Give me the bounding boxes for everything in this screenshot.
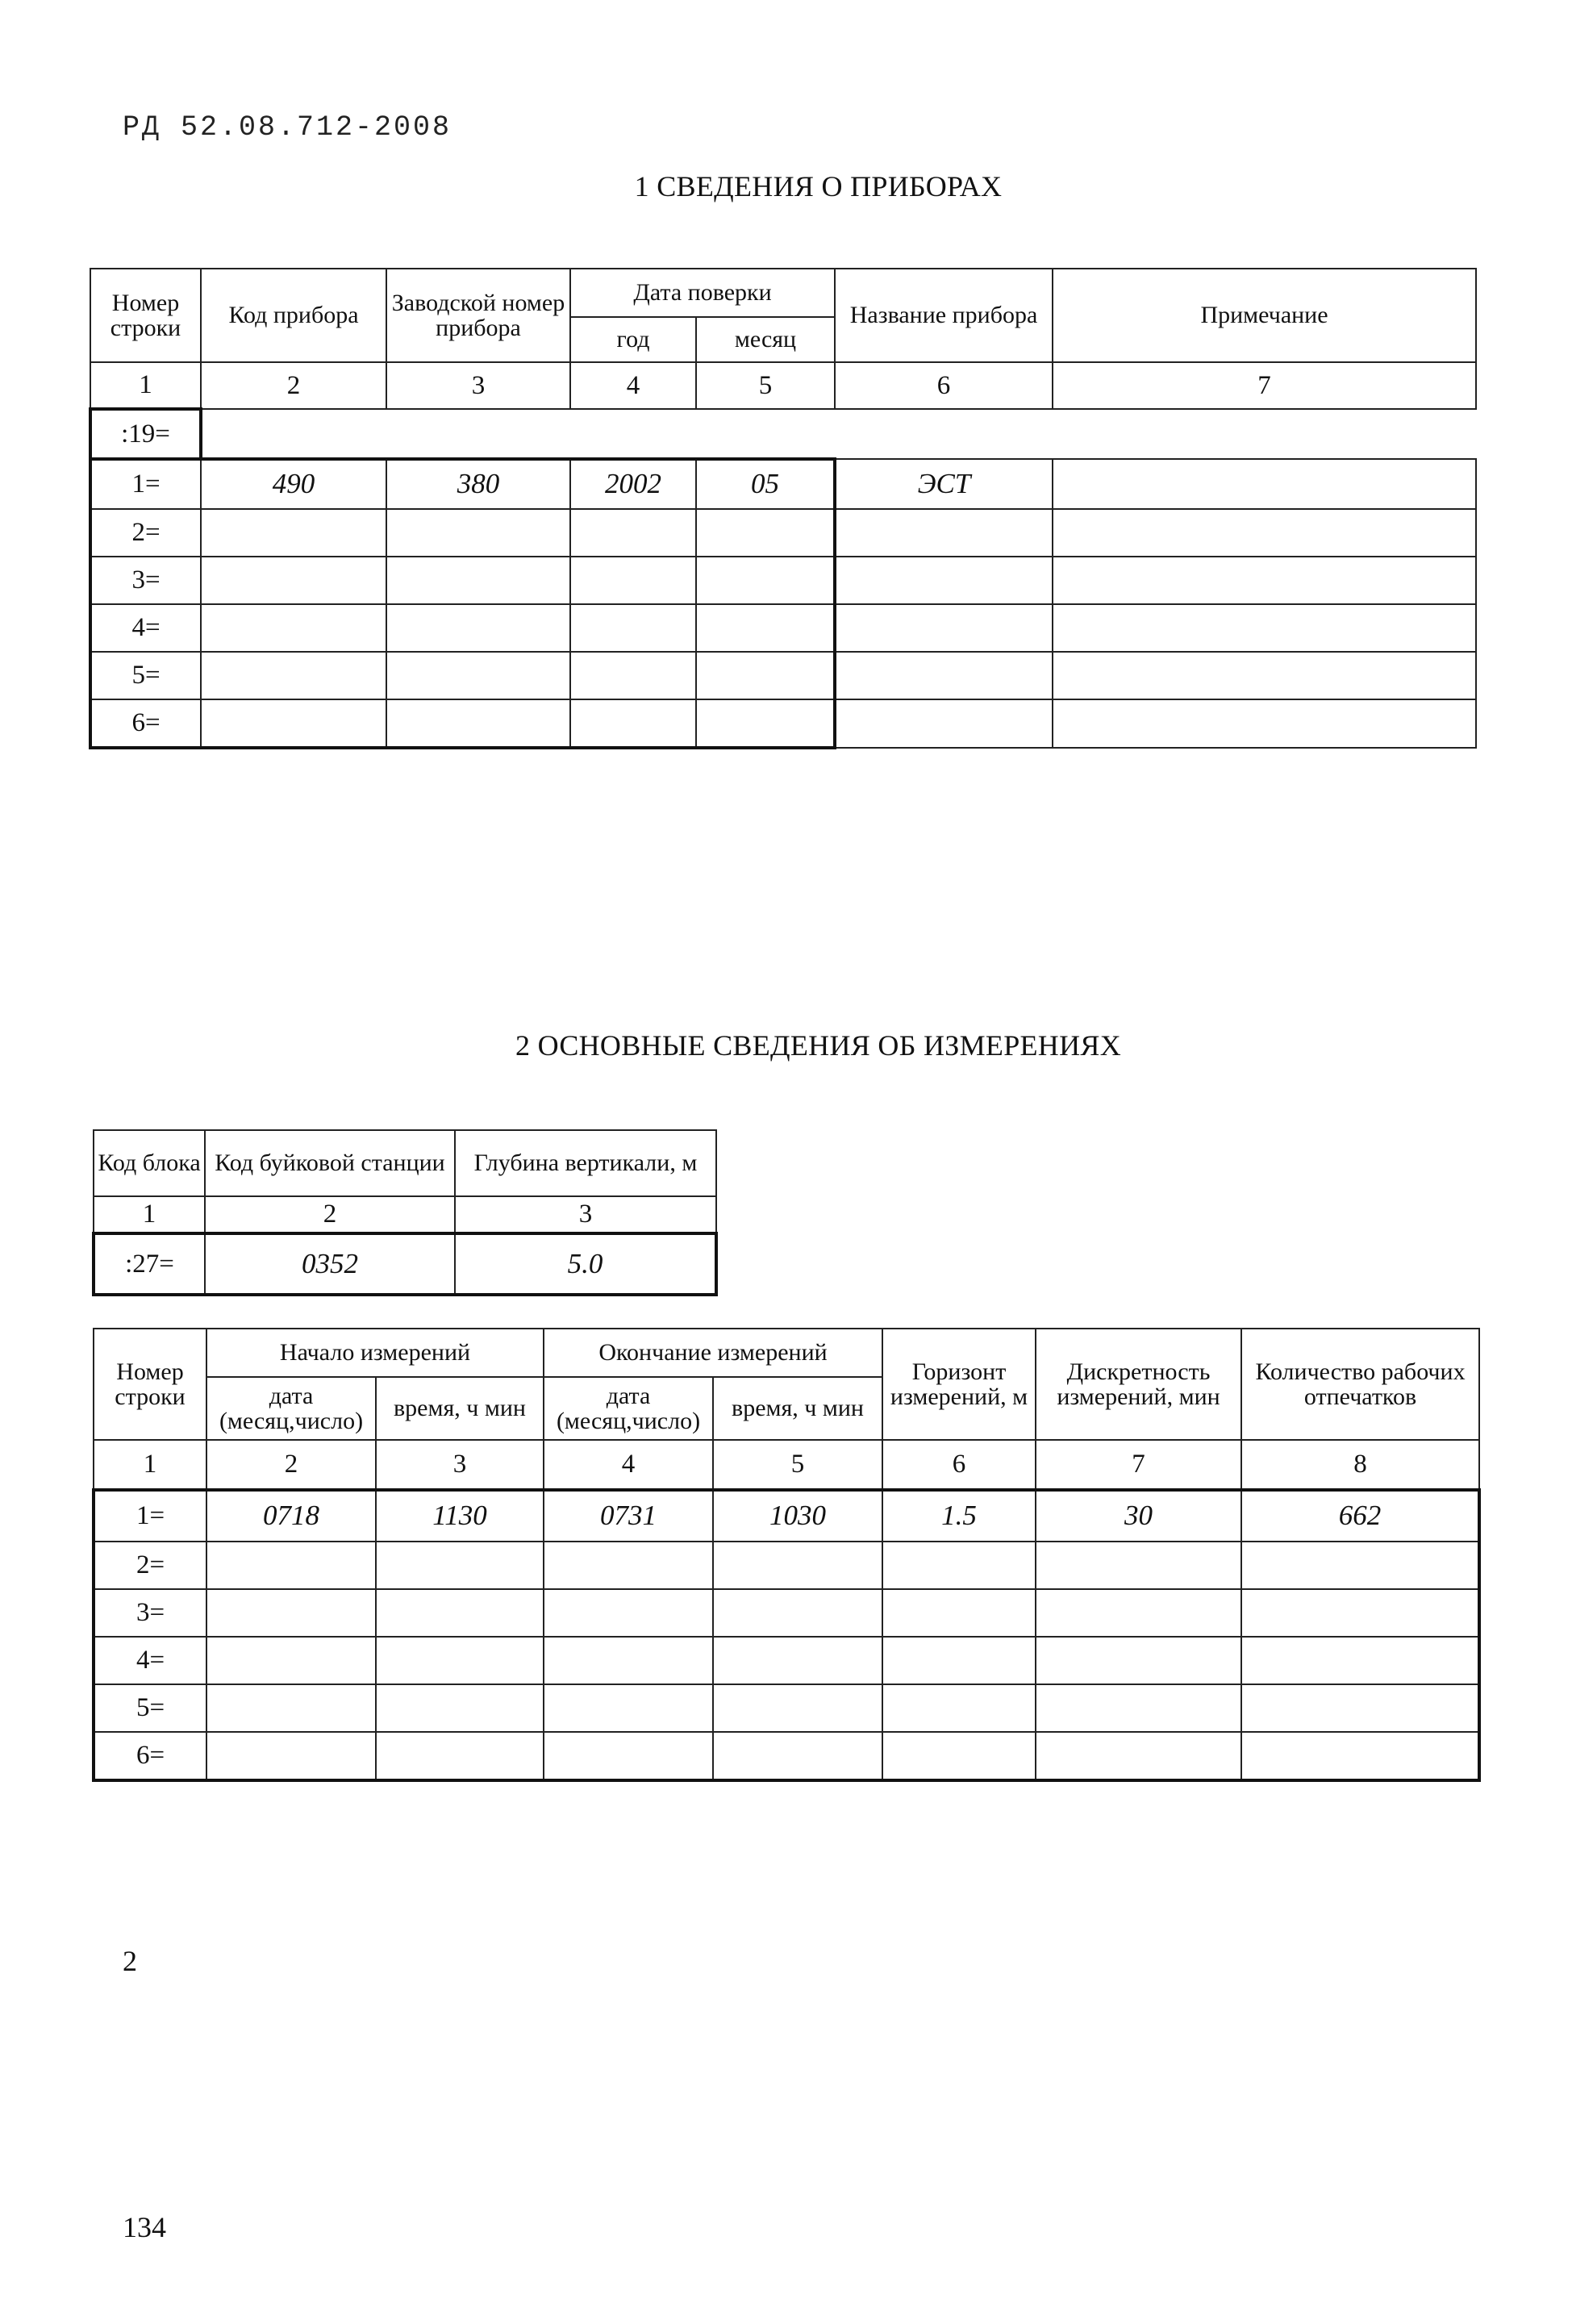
header-end-time: время, ч мин [713, 1377, 882, 1440]
note-cell [1053, 557, 1476, 604]
row-number: 2= [90, 509, 201, 557]
month-cell [696, 509, 835, 557]
header-note: Примечание [1053, 269, 1476, 362]
year-cell [570, 652, 696, 699]
devices-table [89, 268, 1477, 749]
section-1-title: 1 СВЕДЕНИЯ О ПРИБОРАХ [634, 170, 1003, 202]
header-end-date: дата (месяц,число) [544, 1377, 713, 1440]
row-number: 3= [90, 557, 201, 604]
col-number: 7 [1036, 1440, 1241, 1490]
start-date-cell [206, 1589, 376, 1637]
interval-cell [1036, 1684, 1241, 1732]
end-time-cell: 1030 [713, 1490, 882, 1542]
block-code-27: :27= [94, 1233, 205, 1295]
year-cell [570, 509, 696, 557]
col-number: 6 [835, 362, 1053, 409]
header-month: месяц [696, 317, 835, 362]
device-name-cell [835, 509, 1053, 557]
header-check-date: Дата поверки [570, 269, 835, 317]
count-cell: 662 [1241, 1490, 1479, 1542]
serial-cell [386, 557, 570, 604]
end-date-cell: 0731 [544, 1490, 713, 1542]
end-date-cell [544, 1732, 713, 1780]
interval-cell [1036, 1637, 1241, 1684]
count-cell [1241, 1684, 1479, 1732]
measurements-table [92, 1328, 1481, 1782]
header-block-code: Код блока [94, 1130, 205, 1196]
header-year: год [570, 317, 696, 362]
note-cell [1053, 604, 1476, 652]
horizon-cell: 1.5 [882, 1490, 1036, 1542]
note-cell [1053, 652, 1476, 699]
interval-cell: 30 [1036, 1490, 1241, 1542]
header-row-number: Номер строки [94, 1329, 206, 1440]
start-time-cell [376, 1684, 544, 1732]
row-number: 5= [94, 1684, 206, 1732]
horizon-cell [882, 1589, 1036, 1637]
month-cell [696, 604, 835, 652]
header-start-date: дата (месяц,число) [206, 1377, 376, 1440]
start-time-cell [376, 1589, 544, 1637]
global-page-number: 134 [123, 2211, 166, 2243]
col-number: 8 [1241, 1440, 1479, 1490]
row-number: 5= [90, 652, 201, 699]
header-start-time: время, ч мин [376, 1377, 544, 1440]
col-number: 3 [386, 362, 570, 409]
note-cell [1053, 509, 1476, 557]
interval-cell [1036, 1732, 1241, 1780]
block-code-blank [201, 409, 1476, 459]
start-date-cell [206, 1732, 376, 1780]
start-date-cell [206, 1542, 376, 1589]
end-time-cell [713, 1589, 882, 1637]
note-cell [1053, 459, 1476, 509]
section-2-title: 2 ОСНОВНЫЕ СВЕДЕНИЯ ОБ ИЗМЕРЕНИЯХ [515, 1029, 1122, 1062]
start-time-cell [376, 1637, 544, 1684]
block-code-19: :19= [90, 409, 201, 459]
header-start: Начало измерений [206, 1329, 544, 1377]
end-date-cell [544, 1684, 713, 1732]
document-code: РД 52.08.712-2008 [123, 111, 452, 144]
start-date-cell [206, 1637, 376, 1684]
col-number: 2 [206, 1440, 376, 1490]
device-code-cell: 490 [201, 459, 386, 509]
col-number: 1 [90, 362, 201, 409]
header-row-number: Номер строки [90, 269, 201, 362]
col-number: 4 [570, 362, 696, 409]
col-number: 1 [94, 1196, 205, 1233]
col-number: 7 [1053, 362, 1476, 409]
device-name-cell [835, 604, 1053, 652]
row-number: 6= [94, 1732, 206, 1780]
horizon-cell [882, 1637, 1036, 1684]
col-number: 2 [205, 1196, 455, 1233]
row-number: 1= [94, 1490, 206, 1542]
depth-cell: 5.0 [455, 1233, 716, 1295]
row-number: 3= [94, 1589, 206, 1637]
serial-cell [386, 699, 570, 748]
end-time-cell [713, 1732, 882, 1780]
row-number: 4= [90, 604, 201, 652]
header-depth: Глубина вертикали, м [455, 1130, 716, 1196]
horizon-cell [882, 1684, 1036, 1732]
end-time-cell [713, 1637, 882, 1684]
month-cell: 05 [696, 459, 835, 509]
month-cell [696, 652, 835, 699]
device-code-cell [201, 557, 386, 604]
month-cell [696, 699, 835, 748]
serial-cell: 380 [386, 459, 570, 509]
end-date-cell [544, 1542, 713, 1589]
start-date-cell: 0718 [206, 1490, 376, 1542]
end-date-cell [544, 1637, 713, 1684]
count-cell [1241, 1732, 1479, 1780]
year-cell [570, 557, 696, 604]
header-horizon: Горизонт измерений, м [882, 1329, 1036, 1440]
block-info-table [92, 1129, 718, 1296]
col-number: 3 [376, 1440, 544, 1490]
note-cell [1053, 699, 1476, 748]
end-time-cell [713, 1542, 882, 1589]
start-time-cell [376, 1542, 544, 1589]
interval-cell [1036, 1542, 1241, 1589]
year-cell [570, 699, 696, 748]
count-cell [1241, 1589, 1479, 1637]
device-code-cell [201, 652, 386, 699]
end-time-cell [713, 1684, 882, 1732]
count-cell [1241, 1637, 1479, 1684]
header-buoy-code: Код буйковой станции [205, 1130, 455, 1196]
start-time-cell: 1130 [376, 1490, 544, 1542]
device-code-cell [201, 604, 386, 652]
buoy-code-cell: 0352 [205, 1233, 455, 1295]
col-number: 5 [713, 1440, 882, 1490]
device-name-cell [835, 557, 1053, 604]
device-code-cell [201, 699, 386, 748]
header-device-name: Название прибора [835, 269, 1053, 362]
device-name-cell [835, 699, 1053, 748]
device-code-cell [201, 509, 386, 557]
row-number: 6= [90, 699, 201, 748]
horizon-cell [882, 1732, 1036, 1780]
count-cell [1241, 1542, 1479, 1589]
start-date-cell [206, 1684, 376, 1732]
month-cell [696, 557, 835, 604]
col-number: 4 [544, 1440, 713, 1490]
horizon-cell [882, 1542, 1036, 1589]
serial-cell [386, 652, 570, 699]
col-number: 6 [882, 1440, 1036, 1490]
header-end: Окончание измерений [544, 1329, 882, 1377]
row-number: 4= [94, 1637, 206, 1684]
start-time-cell [376, 1732, 544, 1780]
row-number: 2= [94, 1542, 206, 1589]
col-number: 5 [696, 362, 835, 409]
device-name-cell: ЭСТ [835, 459, 1053, 509]
header-count: Количество рабочих отпечатков [1241, 1329, 1479, 1440]
col-number: 2 [201, 362, 386, 409]
end-date-cell [544, 1589, 713, 1637]
serial-cell [386, 509, 570, 557]
local-page-number: 2 [123, 1945, 137, 1977]
header-interval: Дискретность измерений, мин [1036, 1329, 1241, 1440]
year-cell [570, 604, 696, 652]
interval-cell [1036, 1589, 1241, 1637]
header-serial-number: Заводской номер прибора [386, 269, 570, 362]
serial-cell [386, 604, 570, 652]
col-number: 1 [94, 1440, 206, 1490]
col-number: 3 [455, 1196, 716, 1233]
row-number: 1= [90, 459, 201, 509]
year-cell: 2002 [570, 459, 696, 509]
device-name-cell [835, 652, 1053, 699]
header-device-code: Код прибора [201, 269, 386, 362]
